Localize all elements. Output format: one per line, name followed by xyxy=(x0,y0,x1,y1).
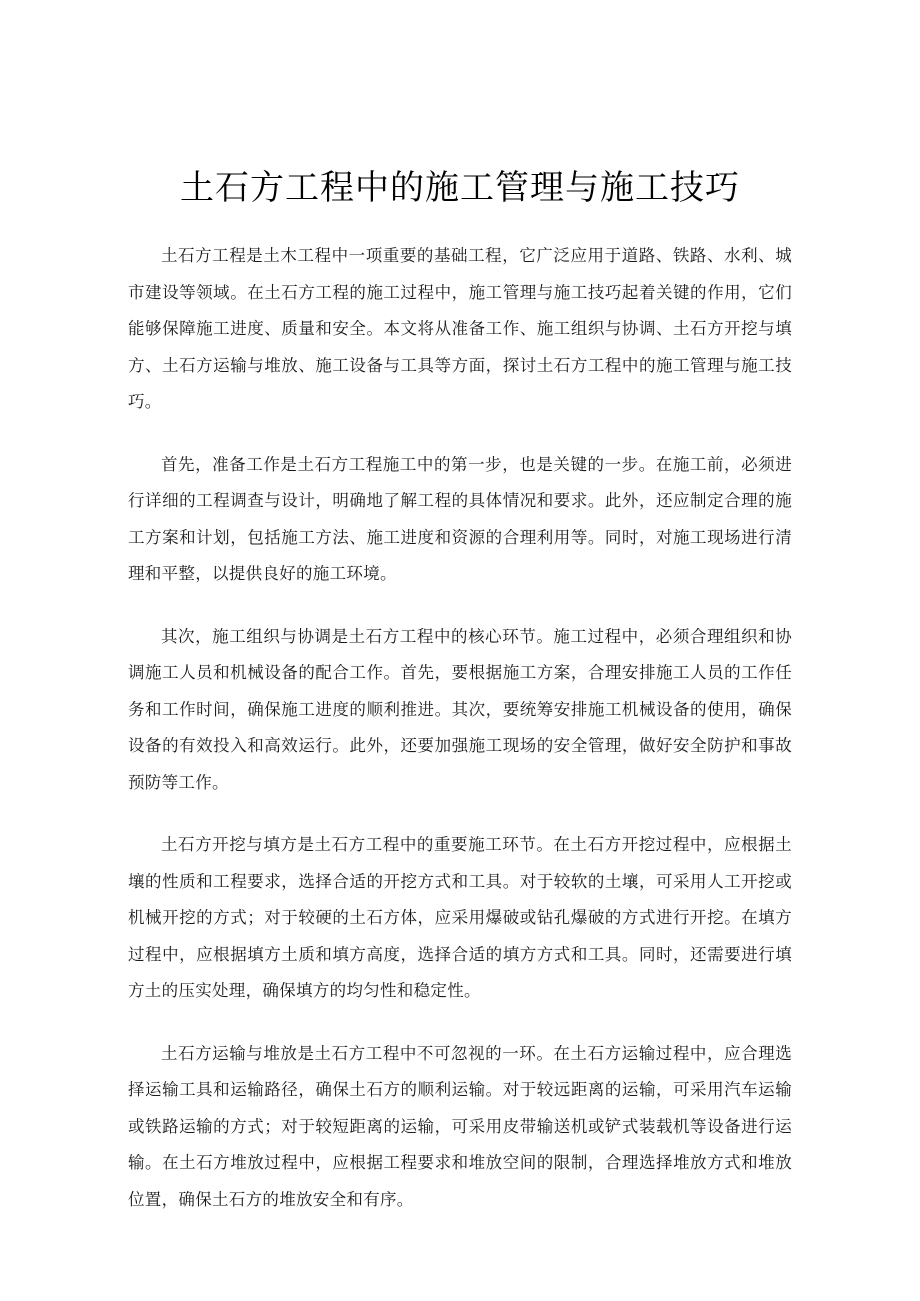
paragraph-transport-stockpiling: 土石方运输与堆放是土石方工程中不可忽视的一环。在土石方运输过程中，应合理选择运输工具和运输路径，确保土石方的顺利运输。对于较远距离的运输，可采用汽车运输或铁路运输的方式；对于较短距离的运输，可采用皮带输送机或铲式装载机等设备进行运输。在土石方堆放过程中，应根据工程要求和堆放空间的限制，合理选择堆放方式和堆放位置，确保土石方的堆放安全和有序。 xyxy=(128,1043,792,1209)
document-body xyxy=(128,238,792,1218)
paragraph-intro: 土石方工程是土木工程中一项重要的基础工程，它广泛应用于道路、铁路、水利、城市建设等领域。在土石方工程的施工过程中，施工管理与施工技巧起着关键的作用，它们能够保障施工进度、质量和安全。本文将从准备工作、施工组织与协调、土石方开挖与填方、土石方运输与堆放、施工设备与工具等方面，探讨土石方工程中的施工管理与施工技巧。 xyxy=(128,246,792,411)
paragraph-organization: 其次，施工组织与协调是土石方工程中的核心环节。施工过程中，必须合理组织和协调施工人员和机械设备的配合工作。首先，要根据施工方案，合理安排施工人员的工作任务和工作时间，确保施工进度的顺利推进。其次，要统筹安排施工机械设备的使用，确保设备的有效投入和高效运行。此外，还要加强施工现场的安全管理，做好安全防护和事故预防等工作。 xyxy=(128,626,792,792)
paragraph-preparation: 首先，准备工作是土石方工程施工中的第一步，也是关键的一步。在施工前，必须进行详细的工程调查与设计，明确地了解工程的具体情况和要求。此外，还应制定合理的施工方案和计划，包括施工方法、施工进度和资源的合理利用等。同时，对施工现场进行清理和平整，以提供良好的施工环境。 xyxy=(128,454,792,583)
paragraph-excavation-filling: 土石方开挖与填方是土石方工程中的重要施工环节。在土石方开挖过程中，应根据土壤的性质和工程要求，选择合适的开挖方式和工具。对于较软的土壤，可采用人工开挖或机械开挖的方式；对于较硬的土石方体，应采用爆破或钻孔爆破的方式进行开挖。在填方过程中，应根据填方土质和填方高度，选择合适的填方方式和工具。同时，还需要进行填方土的压实处理，确保填方的均匀性和稳定性。 xyxy=(128,835,792,1000)
document-title: 土石方工程中的施工管理与施工技巧 xyxy=(180,168,740,208)
